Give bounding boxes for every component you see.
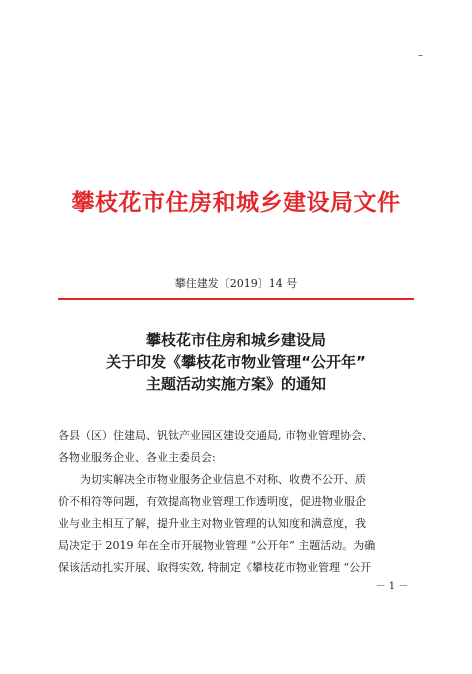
body-text xyxy=(58,425,418,579)
masthead-title: 攀枝花市住房和城乡建设局文件 xyxy=(71,190,401,216)
paragraph-line: 局决定于 2019 年在全市开展物业管理 “公开年” 主题活动。为确 xyxy=(58,539,376,552)
page-number: － 1 － xyxy=(375,581,409,592)
red-divider-line xyxy=(58,298,414,300)
title-line: 主题活动实施方案》的通知 xyxy=(145,375,326,393)
notice-title xyxy=(0,329,472,395)
addressee-line: 各物业服务企业、各业主委员会: xyxy=(58,451,216,464)
document-number: 攀住建发〔2019〕14 号 xyxy=(174,277,298,290)
paragraph-line: 价不相符等问题，有效提高物业管理工作透明度，促进物业服企 xyxy=(58,495,366,508)
paragraph-line: 保该活动扎实开展、取得实效, 特制定《攀枝花市物业管理 “公开 xyxy=(58,561,372,574)
addressee-line: 各县（区）住建局、钒钛产业园区建设交通局, 市物业管理协会、 xyxy=(58,429,373,442)
paragraph-line: 业与业主相互了解，提升业主对物业管理的认知度和满意度，我 xyxy=(58,517,366,530)
title-line: 攀枝花市住房和城乡建设局 xyxy=(145,331,326,349)
title-line: 关于印发《攀枝花市物业管理“公开年” xyxy=(106,353,366,371)
corner-mark: – xyxy=(418,50,423,61)
paragraph-line: 为切实解决全市物业服务企业信息不对称、收费不公开、质 xyxy=(80,473,366,486)
